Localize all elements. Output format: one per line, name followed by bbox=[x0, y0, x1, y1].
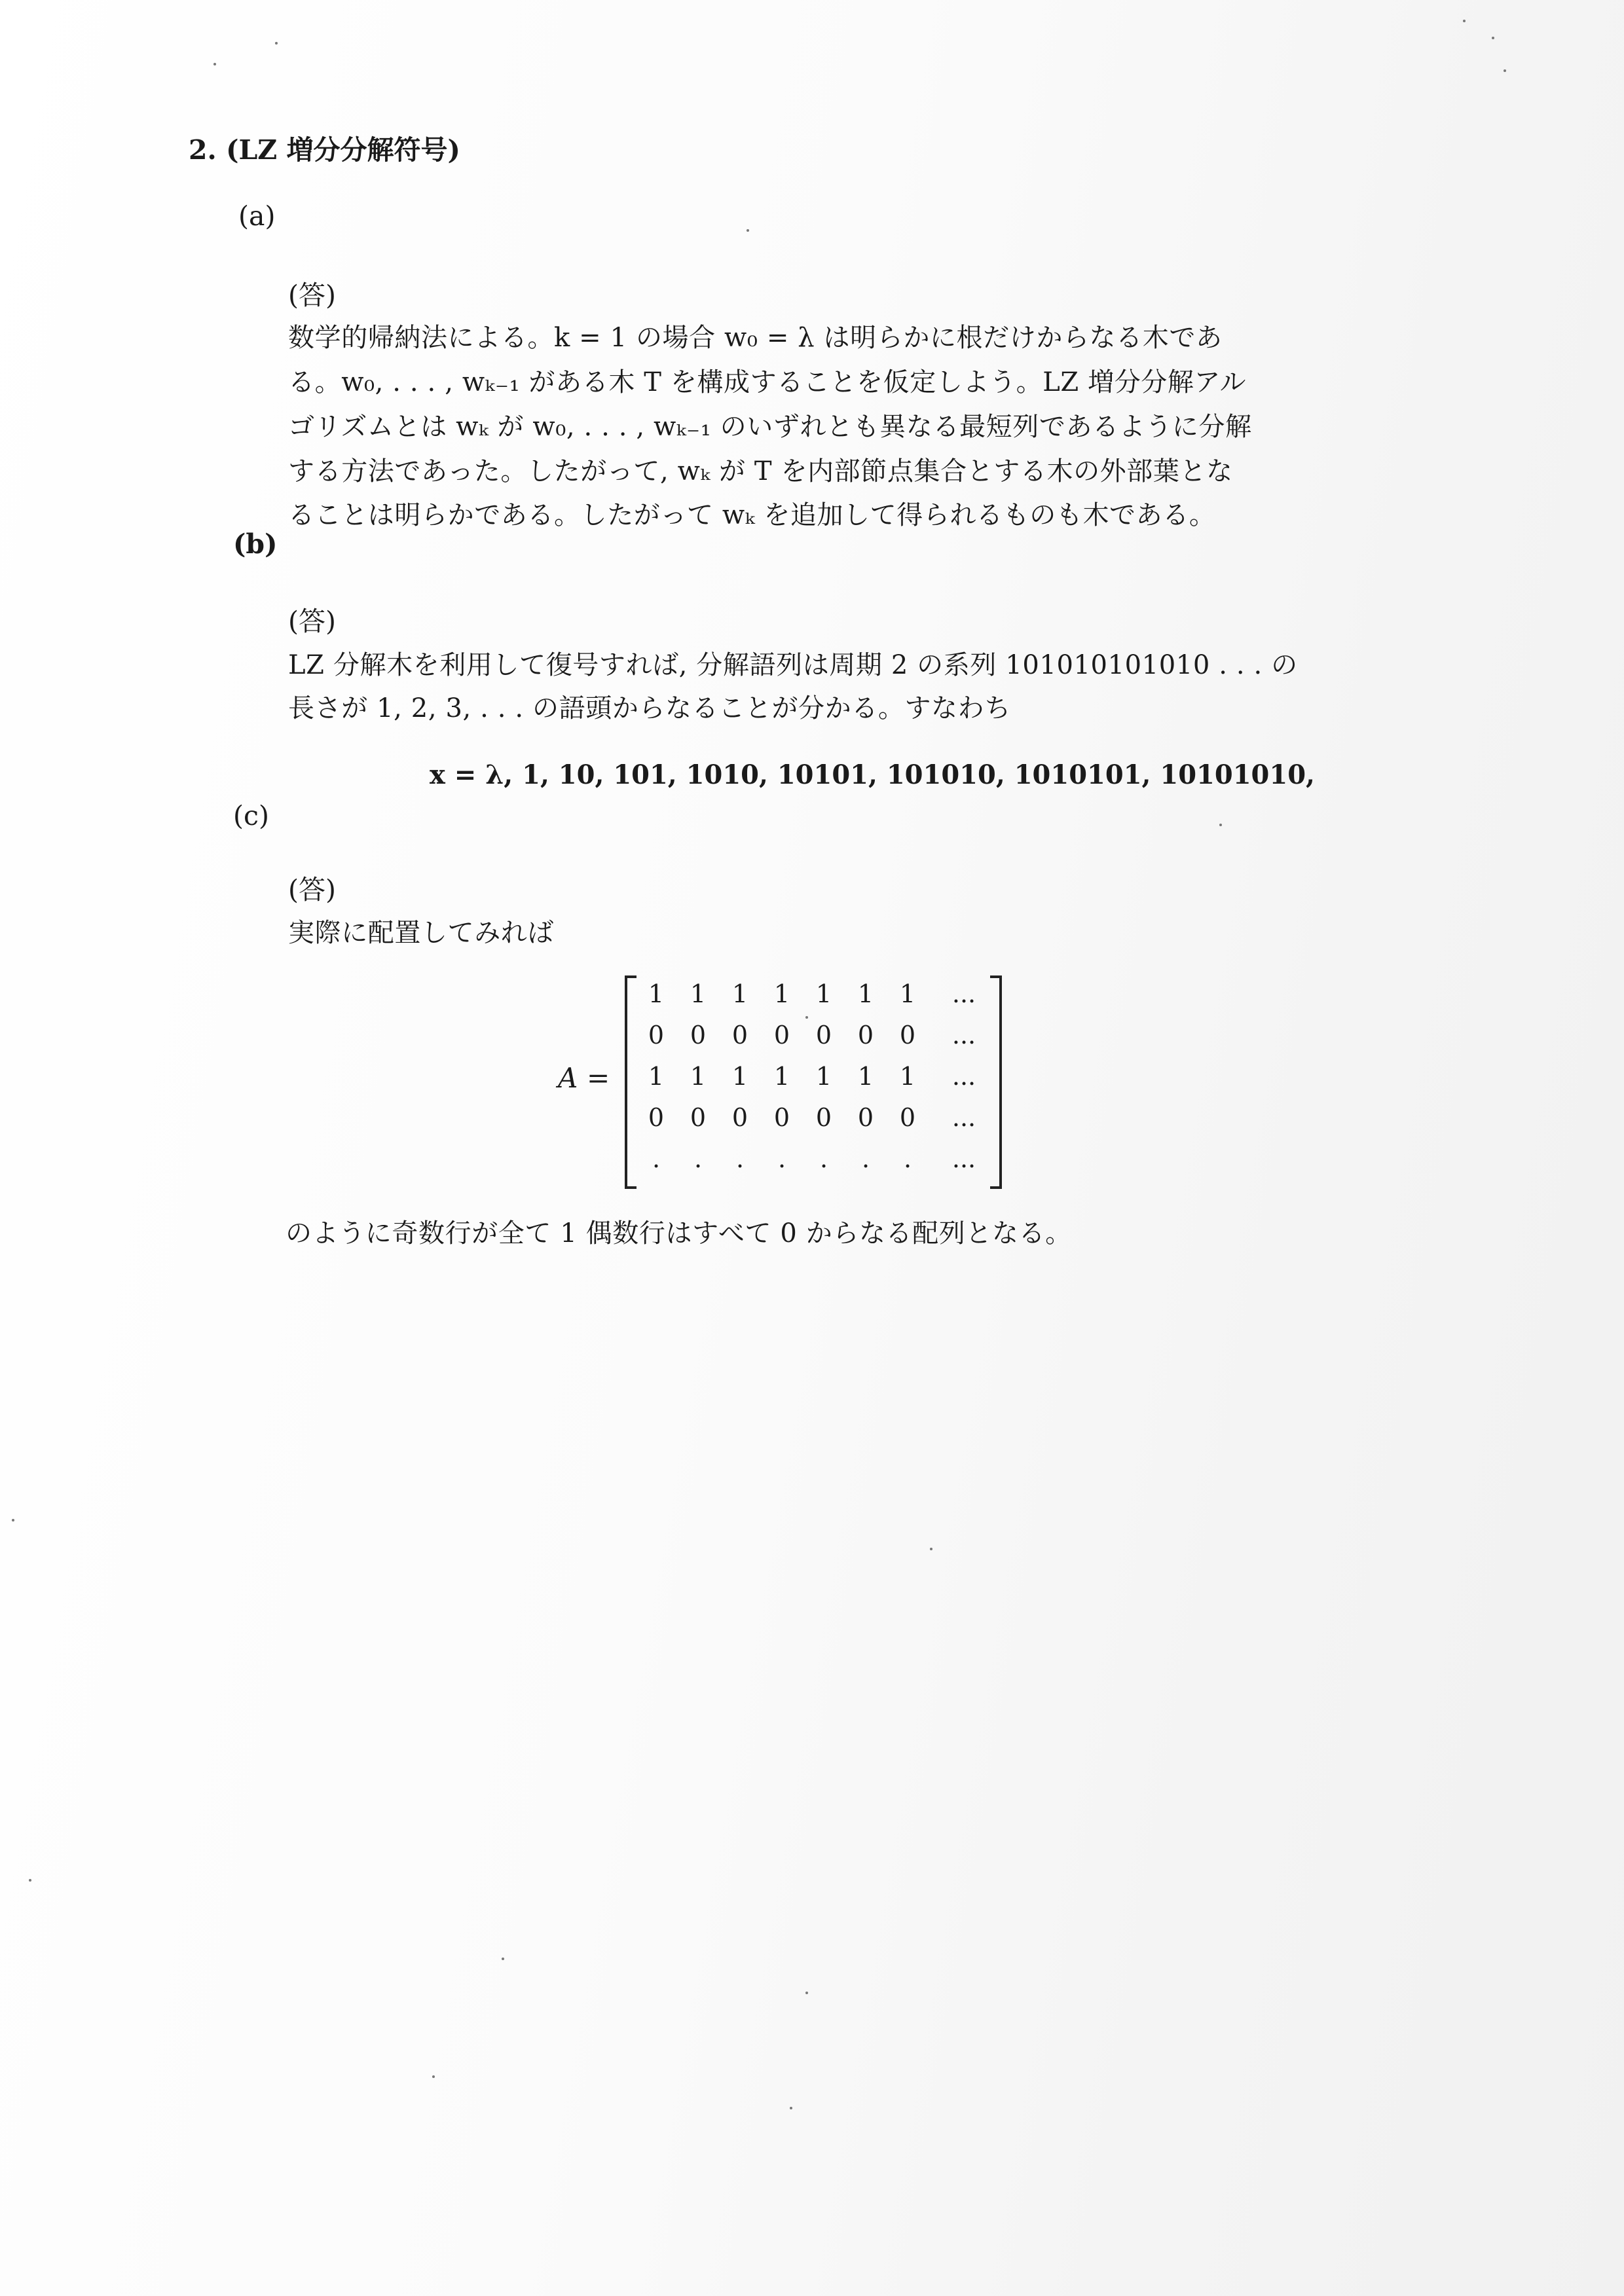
scan-speck bbox=[1492, 37, 1494, 39]
matrix-cell: 0 bbox=[899, 1103, 916, 1132]
matrix-cell: . bbox=[819, 1144, 828, 1173]
part-a-answer-label: (答) bbox=[288, 280, 336, 311]
part-b-line: LZ 分解木を利用して復号すれば, 分解語列は周期 2 の系列 101010101010 . . . の bbox=[288, 650, 1298, 680]
scan-speck bbox=[213, 63, 216, 65]
matrix bbox=[643, 979, 985, 1186]
matrix-cell: 1 bbox=[690, 979, 707, 1008]
matrix-cell: . bbox=[777, 1144, 786, 1173]
matrix-cell: . bbox=[693, 1144, 703, 1173]
matrix-cell: 0 bbox=[731, 1021, 748, 1049]
scan-speck bbox=[502, 1958, 504, 1960]
matrix-cell: . bbox=[652, 1144, 661, 1173]
matrix-cell: 0 bbox=[648, 1021, 665, 1049]
matrix-equals-sign: = bbox=[587, 1062, 610, 1094]
scan-speck bbox=[1219, 824, 1222, 826]
matrix-cell: 1 bbox=[648, 979, 665, 1008]
part-c-conclusion: のように奇数行が全て 1 偶数行はすべて 0 からなる配列となる。 bbox=[286, 1218, 1072, 1248]
matrix-cell: 0 bbox=[857, 1021, 874, 1049]
matrix-cell: 1 bbox=[857, 979, 874, 1008]
matrix-cell: ... bbox=[951, 1021, 976, 1049]
matrix-row bbox=[643, 1021, 985, 1062]
matrix-cell: 0 bbox=[773, 1103, 790, 1132]
matrix-cell: 1 bbox=[731, 1062, 748, 1091]
scan-speck bbox=[29, 1879, 31, 1882]
scan-speck bbox=[12, 1519, 14, 1522]
matrix-cell: 0 bbox=[773, 1021, 790, 1049]
matrix-cell: 1 bbox=[773, 1062, 790, 1091]
matrix-cell: 0 bbox=[899, 1021, 916, 1049]
matrix-cell: 1 bbox=[648, 1062, 665, 1091]
matrix-cell: ... bbox=[951, 1144, 976, 1173]
matrix-cell: 0 bbox=[690, 1021, 707, 1049]
matrix-cell: 0 bbox=[690, 1103, 707, 1132]
matrix-cell: . bbox=[735, 1144, 745, 1173]
matrix-cell: 1 bbox=[815, 1062, 832, 1091]
scan-speck bbox=[1504, 69, 1506, 72]
scan-speck bbox=[790, 2107, 792, 2109]
scan-speck bbox=[747, 229, 749, 232]
scan-speck bbox=[805, 1016, 808, 1019]
part-a-line: る。w₀, . . . , wₖ₋₁ がある木 T を構成することを仮定しよう。LZ 増分分解アル bbox=[288, 367, 1247, 397]
matrix-cell: 1 bbox=[731, 979, 748, 1008]
part-b-line: 長さが 1, 2, 3, . . . の語頭からなることが分かる。すなわち bbox=[288, 693, 1011, 723]
matrix-cell: . bbox=[903, 1144, 912, 1173]
scan-speck bbox=[1463, 20, 1466, 22]
matrix-row bbox=[643, 1062, 985, 1103]
matrix-cell: 0 bbox=[648, 1103, 665, 1132]
part-a-line: する方法であった。したがって, wₖ が T を内部節点集合とする木の外部葉とな bbox=[288, 456, 1233, 486]
scan-speck bbox=[432, 2075, 435, 2078]
part-b-label: (b) bbox=[233, 528, 278, 560]
matrix-cell: ... bbox=[951, 1062, 976, 1091]
matrix-label: A bbox=[558, 1062, 578, 1094]
scan-speck bbox=[805, 1992, 808, 1994]
matrix-row bbox=[643, 1103, 985, 1144]
matrix-cell: 1 bbox=[899, 979, 916, 1008]
matrix-cell: ... bbox=[951, 979, 976, 1008]
matrix-cell: 0 bbox=[731, 1103, 748, 1132]
part-a-label: (a) bbox=[238, 200, 276, 232]
part-b-equation: x = λ, 1, 10, 101, 1010, 10101, 101010, 1010101, 10101010, bbox=[430, 759, 1315, 790]
scan-speck bbox=[275, 42, 278, 45]
scan-speck bbox=[930, 1548, 932, 1550]
matrix-cell: 1 bbox=[690, 1062, 707, 1091]
matrix-cell: 0 bbox=[857, 1103, 874, 1132]
part-c-answer-label: (答) bbox=[288, 874, 336, 905]
part-a-line: ゴリズムとは wₖ が w₀, . . . , wₖ₋₁ のいずれとも異なる最短列であるように分解 bbox=[288, 412, 1252, 442]
matrix-cell: 1 bbox=[815, 979, 832, 1008]
matrix-cell: 1 bbox=[857, 1062, 874, 1091]
part-c-intro: 実際に配置してみれば bbox=[288, 918, 554, 948]
matrix-cell: . bbox=[861, 1144, 870, 1173]
matrix-row bbox=[643, 1144, 985, 1186]
part-b-answer-label: (答) bbox=[288, 606, 336, 637]
problem-heading: 2. (LZ 増分分解符号) bbox=[189, 134, 460, 166]
part-a-line: ることは明らかである。したがって wₖ を追加して得られるものも木である。 bbox=[288, 500, 1216, 530]
part-a-line: 数学的帰納法による。k = 1 の場合 w₀ = λ は明らかに根だけからなる木であ bbox=[288, 323, 1223, 353]
part-c-label: (c) bbox=[233, 800, 269, 831]
matrix-cell: 0 bbox=[815, 1103, 832, 1132]
matrix-left-bracket bbox=[625, 975, 637, 1189]
matrix-cell: ... bbox=[951, 1103, 976, 1132]
matrix-cell: 0 bbox=[815, 1021, 832, 1049]
matrix-row bbox=[643, 979, 985, 1021]
matrix-cell: 1 bbox=[899, 1062, 916, 1091]
matrix-right-bracket bbox=[990, 975, 1002, 1189]
matrix-cell: 1 bbox=[773, 979, 790, 1008]
